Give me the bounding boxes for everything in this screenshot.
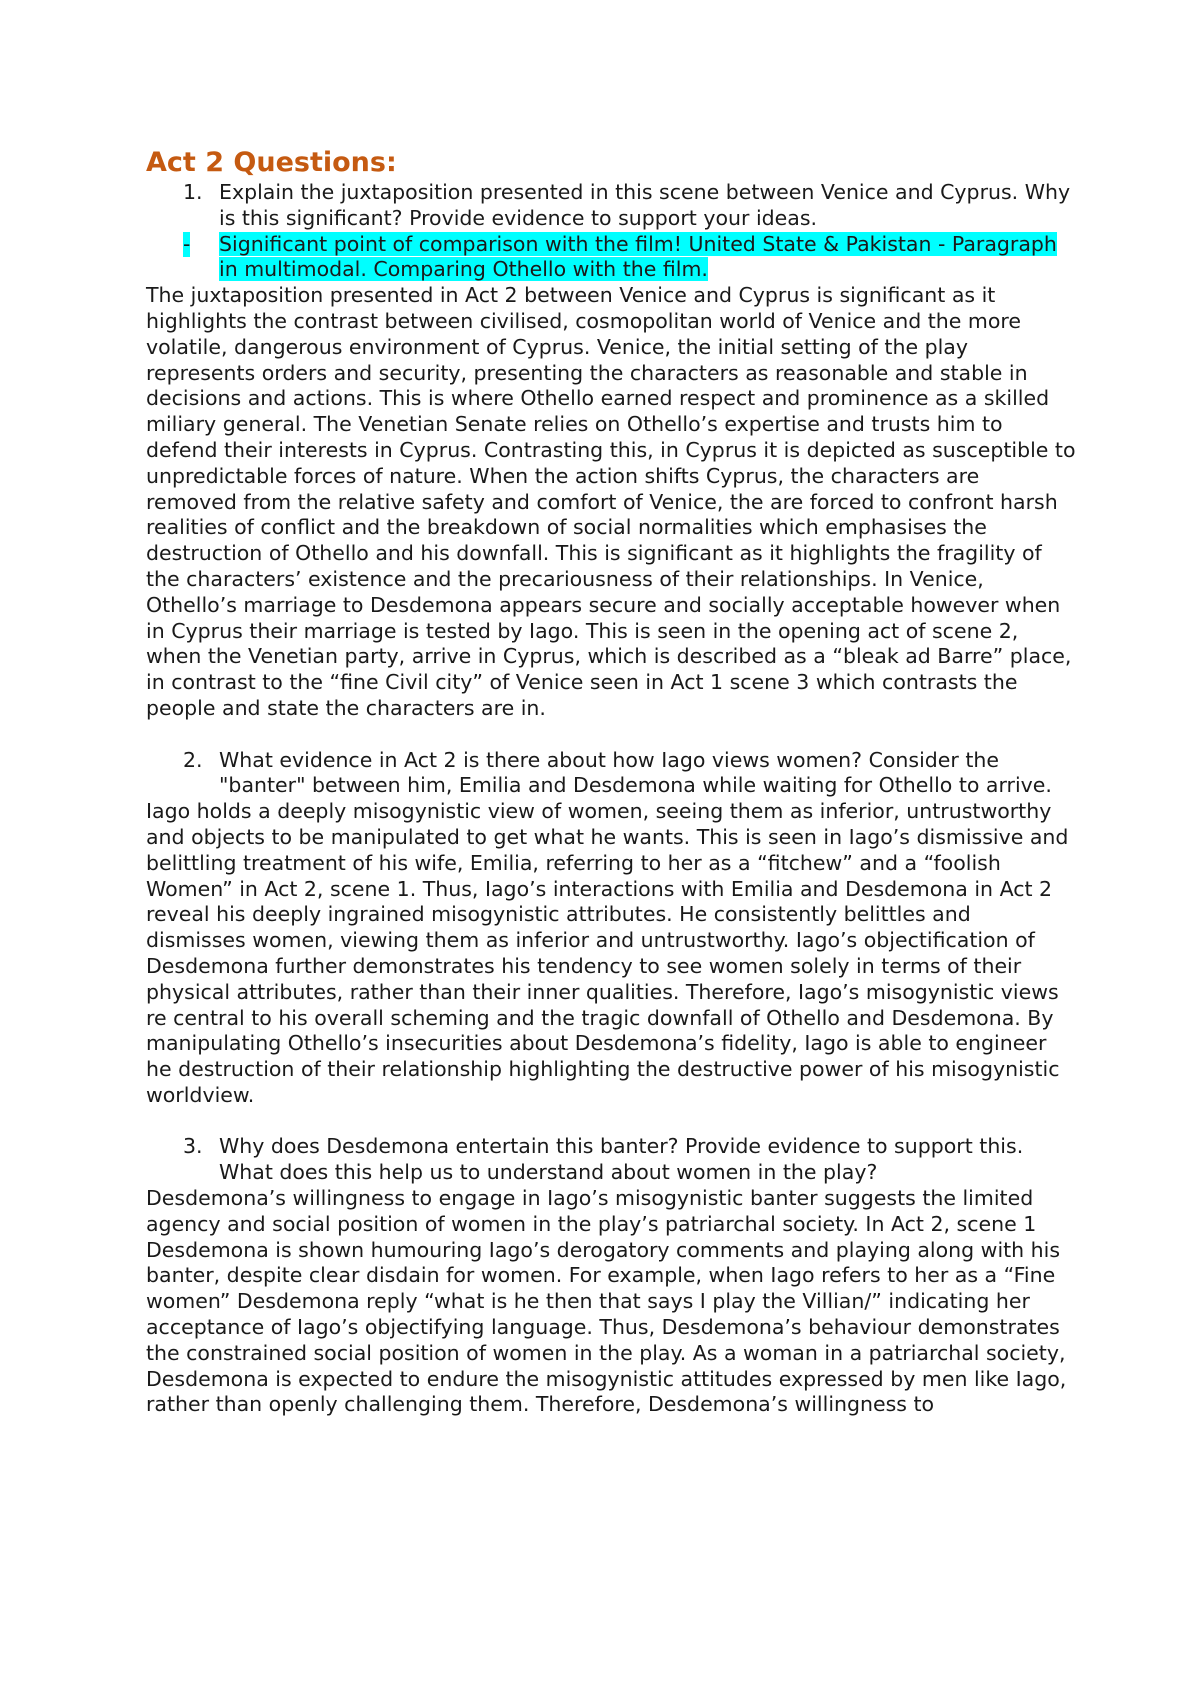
paragraph-spacer xyxy=(146,1109,1076,1135)
question-1-number: 1. xyxy=(183,180,203,204)
question-3-number: 3. xyxy=(183,1134,203,1159)
question-1-text: Explain the juxtaposition presented in this scene between Venice and Cyprus. Why is this significant? Provide evidence to support your ideas. xyxy=(219,180,1071,230)
note-text: Significant point of comparison with the film! United State & Pakistan - Paragraph in multimodal. Comparing Othello with the film. xyxy=(219,231,1057,282)
answer-2: Iago holds a deeply misogynistic view of women, seeing them as inferior, untrustworthy and objects to be manipulated to get what he wants. This is seen in Iago’s dismissive and belittling treatment of his wife, Emilia, referring to her as a “fitchew” and a “foolish Women” in Act 2, scene 1. Thus, Iago’s interactions with Emilia and Desdemona in Act 2 reveal his deeply ingrained misogynistic attributes. He consistently belittles and dismisses women, viewing them as inferior and untrustworthy. Iago’s objectification of Desdemona further demonstrates his tendency to see women solely in terms of their physical attributes, rather than their inner qualities. Therefore, Iago’s misogynistic views re central to his overall scheming and the tragic downfall of Othello and Desdemona. By manipulating Othello’s insecurities about Desdemona’s fidelity, Iago is able to engineer he destruction of their relationship highlighting the destructive power of his misogynistic worldview. xyxy=(146,799,1069,1107)
note-dash-marker: - xyxy=(183,231,191,256)
question-1 xyxy=(146,180,1076,232)
highlighted-note xyxy=(146,232,1076,284)
question-3 xyxy=(146,1134,1076,1186)
answer-1: The juxtaposition presented in Act 2 between Venice and Cyprus is significant as it highlights the contrast between civilised, cosmopolitan world of Venice and the more volatile, dangerous environment of Cyprus. Venice, the initial setting of the play represents orders and security, presenting the characters as reasonable and stable in decisions and actions. This is where Othello earned respect and prominence as a skilled miliary general. The Venetian Senate relies on Othello’s expertise and trusts him to defend their interests in Cyprus. Contrasting this, in Cyprus it is depicted as susceptible to unpredictable forces of nature. When the action shifts Cyprus, the characters are removed from the relative safety and comfort of Venice, the are forced to confront harsh realities of conflict and the breakdown of social normalities which emphasises the destruction of Othello and his downfall. This is significant as it highlights the fragility of the characters’ existence and the precariousness of their relationships. In Venice, Othello’s marriage to Desdemona appears secure and socially acceptable however when in Cyprus their marriage is tested by Iago. This is seen in the opening act of scene 2, when the Venetian party, arrive in Cyprus, which is described as a “bleak ad Barre” place, in contrast to the “fine Civil city” of Venice seen in Act 1 scene 3 which contrasts the people and state the characters are in. xyxy=(146,283,1076,720)
question-2-text: What evidence in Act 2 is there about how Iago views women? Consider the "banter" between him, Emilia and Desdemona while waiting for Othello to arrive. xyxy=(219,747,1052,798)
question-2-number: 2. xyxy=(183,747,203,772)
page-heading: Act 2 Questions: xyxy=(146,147,397,178)
document-body xyxy=(146,146,1076,1418)
question-2 xyxy=(146,748,1076,800)
question-3-text: Why does Desdemona entertain this banter? Provide evidence to support this. What does this help us to understand about women in the play? xyxy=(219,1134,1024,1185)
paragraph-spacer xyxy=(146,722,1076,748)
answer-3: Desdemona’s willingness to engage in Iago’s misogynistic banter suggests the limited agency and social position of women in the play’s patriarchal society. In Act 2, scene 1 Desdemona is shown humouring Iago’s derogatory comments and playing along with his banter, despite clear disdain for women. For example, when Iago refers to her as a “Fine women” Desdemona reply “what is he then that says I play the Villian/” indicating her acceptance of Iago’s objectifying language. Thus, Desdemona’s behaviour demonstrates the constrained social position of women in the play. As a woman in a patriarchal society, Desdemona is expected to endure the misogynistic attitudes expressed by men like Iago, rather than openly challenging them. Therefore, Desdemona’s willingness to xyxy=(146,1186,1067,1417)
